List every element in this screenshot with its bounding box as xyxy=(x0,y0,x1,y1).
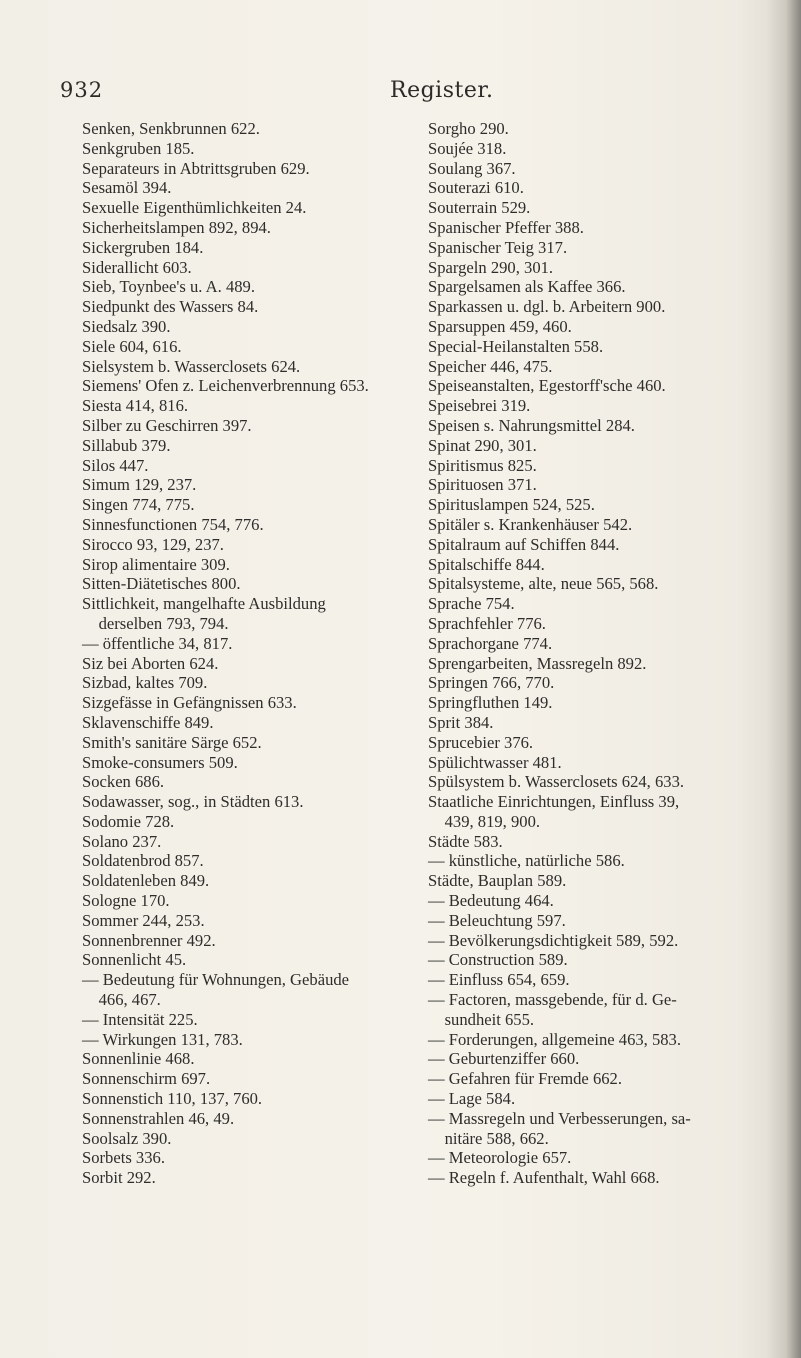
index-entry: — Beleuchtung 597. xyxy=(428,910,566,930)
index-entry: Soldatenbrod 857. xyxy=(82,851,204,871)
index-entry: Siderallicht 603. xyxy=(82,257,192,277)
index-entry: Sielsystem b. Wasserclosets 624. xyxy=(82,356,301,376)
index-entry: Smith's sanitäre Särge 652. xyxy=(82,732,262,752)
index-entry: Sonnenlicht 45. xyxy=(82,950,187,970)
index-entry: Spirituosen 371. xyxy=(428,475,537,495)
index-entry: Spülsystem b. Wasserclosets 624, 633. xyxy=(428,772,685,792)
index-entry: Sonnenlinie 468. xyxy=(82,1049,195,1069)
index-entry: Souterrain 529. xyxy=(428,198,531,218)
index-entry: Städte, Bauplan 589. xyxy=(428,871,567,891)
index-entry: nitäre 588, 662. xyxy=(428,1128,549,1148)
index-entry: Sizbad, kaltes 709. xyxy=(82,673,208,693)
index-entry: Sirop alimentaire 309. xyxy=(82,554,230,574)
index-entry: Speicher 446, 475. xyxy=(428,356,553,376)
index-entry: Soujée 318. xyxy=(428,138,507,158)
index-entry: Siedpunkt des Wassers 84. xyxy=(82,297,259,317)
index-entry: Sonnenstrahlen 46, 49. xyxy=(82,1108,235,1128)
index-entry: Sitten-Diätetisches 800. xyxy=(82,574,241,594)
index-entry: 466, 467. xyxy=(82,990,161,1010)
index-entry: Sommer 244, 253. xyxy=(82,910,205,930)
index-entry: Springfluthen 149. xyxy=(428,693,553,713)
index-entry: Spitalraum auf Schiffen 844. xyxy=(428,534,620,554)
index-column-right xyxy=(428,119,774,1188)
page-number: 932 xyxy=(60,78,104,102)
index-entry: Senkgruben 185. xyxy=(82,138,195,158)
index-entry: — Gefahren für Fremde 662. xyxy=(428,1069,622,1089)
index-entry: Spiritismus 825. xyxy=(428,455,537,475)
index-entry: Siesta 414, 816. xyxy=(82,396,189,416)
index-entry: Speisen s. Nahrungsmittel 284. xyxy=(428,415,635,435)
index-entry: Sillabub 379. xyxy=(82,435,171,455)
index-entry: Solano 237. xyxy=(82,831,162,851)
index-entry: — öffentliche 34, 817. xyxy=(82,633,233,653)
index-entry: Sickergruben 184. xyxy=(82,237,204,257)
index-entry: Sexuelle Eigenthümlichkeiten 24. xyxy=(82,198,307,218)
index-entry: Soulang 367. xyxy=(428,158,516,178)
index-entry: Spanischer Teig 317. xyxy=(428,237,568,257)
index-entry: Sorbit 292. xyxy=(82,1168,156,1188)
index-entry: Sprachorgane 774. xyxy=(428,633,553,653)
index-entry: Spitäler s. Krankenhäuser 542. xyxy=(428,514,633,534)
index-entry: Singen 774, 775. xyxy=(82,495,195,515)
index-entry: — Regeln f. Aufenthalt, Wahl 668. xyxy=(428,1168,660,1188)
index-entry: Speisebrei 319. xyxy=(428,396,531,416)
index-entry: Special-Heilanstalten 558. xyxy=(428,336,604,356)
index-entry: Siemens' Ofen z. Leichenverbrennung 653. xyxy=(82,376,369,396)
index-entry: Socken 686. xyxy=(82,772,165,792)
index-entry: — Einfluss 654, 659. xyxy=(428,970,570,990)
index-entry: 439, 819, 900. xyxy=(428,811,541,831)
index-column-left xyxy=(82,119,420,1188)
index-entry: Sonnenbrenner 492. xyxy=(82,930,216,950)
index-entry: — Intensität 225. xyxy=(82,1009,198,1029)
index-entry: Sklavenschiffe 849. xyxy=(82,712,214,732)
index-entry: — Wirkungen 131, 783. xyxy=(82,1029,243,1049)
index-entry: Separateurs in Abtrittsgruben 629. xyxy=(82,158,310,178)
index-entry: Spargelsamen als Kaffee 366. xyxy=(428,277,626,297)
index-entry: Sprengarbeiten, Massregeln 892. xyxy=(428,653,647,673)
index-entry: Sprucebier 376. xyxy=(428,732,534,752)
index-entry: Spanischer Pfeffer 388. xyxy=(428,217,584,237)
page-header xyxy=(60,78,720,112)
index-entry: Spargeln 290, 301. xyxy=(428,257,554,277)
index-entry: Sorgho 290. xyxy=(428,119,509,138)
index-entry: — Forderungen, allgemeine 463, 583. xyxy=(428,1029,681,1049)
index-entry: Souterazi 610. xyxy=(428,178,524,198)
index-entry: Sprit 384. xyxy=(428,712,494,732)
index-entry: — Bevölkerungsdichtigkeit 589, 592. xyxy=(428,930,679,950)
index-entry: Sesamöl 394. xyxy=(82,178,172,198)
index-entry: Sinnesfunctionen 754, 776. xyxy=(82,514,264,534)
index-entry: Sprachfehler 776. xyxy=(428,613,546,633)
index-entry: Spitalschiffe 844. xyxy=(428,554,545,574)
index-entry: Sologne 170. xyxy=(82,891,170,911)
index-entry: — Massregeln und Verbesserungen, sa- xyxy=(428,1108,691,1128)
index-entry: — künstliche, natürliche 586. xyxy=(428,851,625,871)
index-entry: Speiseanstalten, Egestorff'sche 460. xyxy=(428,376,666,396)
index-entry: Städte 583. xyxy=(428,831,503,851)
page-edge-shadow xyxy=(767,0,801,1358)
index-entry: Smoke-consumers 509. xyxy=(82,752,238,772)
index-entry: Siedsalz 390. xyxy=(82,316,171,336)
index-entry: Sodawasser, sog., in Städten 613. xyxy=(82,792,304,812)
index-entry: Soldatenleben 849. xyxy=(82,871,210,891)
index-entry: Sicherheitslampen 892, 894. xyxy=(82,217,271,237)
index-entry: Sorbets 336. xyxy=(82,1148,165,1168)
index-entry: Sonnenschirm 697. xyxy=(82,1069,211,1089)
index-entry: Sieb, Toynbee's u. A. 489. xyxy=(82,277,255,297)
index-entry: — Meteorologie 657. xyxy=(428,1148,572,1168)
index-entry: Siele 604, 616. xyxy=(82,336,182,356)
index-entry: — Lage 584. xyxy=(428,1089,516,1109)
index-entry: — Geburtenziffer 660. xyxy=(428,1049,580,1069)
index-entry: Senken, Senkbrunnen 622. xyxy=(82,119,260,138)
index-entry: Spinat 290, 301. xyxy=(428,435,537,455)
index-entry: Spitalsysteme, alte, neue 565, 568. xyxy=(428,574,659,594)
index-entry: Sodomie 728. xyxy=(82,811,175,831)
index-entry: — Construction 589. xyxy=(428,950,568,970)
index-entry: Simum 129, 237. xyxy=(82,475,197,495)
index-entry: Staatliche Einrichtungen, Einfluss 39, xyxy=(428,792,680,812)
index-entry: — Bedeutung 464. xyxy=(428,891,554,911)
index-entry: — Bedeutung für Wohnungen, Gebäude xyxy=(82,970,350,990)
index-entry: Sirocco 93, 129, 237. xyxy=(82,534,224,554)
index-entry: Sparkassen u. dgl. b. Arbeitern 900. xyxy=(428,297,666,317)
index-entry: — Factoren, massgebende, für d. Ge- xyxy=(428,990,677,1010)
index-entry: Springen 766, 770. xyxy=(428,673,555,693)
index-entry: derselben 793, 794. xyxy=(82,613,229,633)
index-entry: Sonnenstich 110, 137, 760. xyxy=(82,1089,263,1109)
index-entry: Spirituslampen 524, 525. xyxy=(428,495,595,515)
index-entry: Silber zu Geschirren 397. xyxy=(82,415,252,435)
index-entry: Sparsuppen 459, 460. xyxy=(428,316,572,336)
index-entry: Siz bei Aborten 624. xyxy=(82,653,219,673)
index-entry: Sittlichkeit, mangelhafte Ausbildung xyxy=(82,594,326,614)
index-entry: Silos 447. xyxy=(82,455,149,475)
index-entry: sundheit 655. xyxy=(428,1009,535,1029)
index-entry: Sizgefässe in Gefängnissen 633. xyxy=(82,693,297,713)
index-entry: Sprache 754. xyxy=(428,594,515,614)
index-entry: Spülichtwasser 481. xyxy=(428,752,562,772)
running-title: Register. xyxy=(390,78,494,103)
index-entry: Soolsalz 390. xyxy=(82,1128,172,1148)
